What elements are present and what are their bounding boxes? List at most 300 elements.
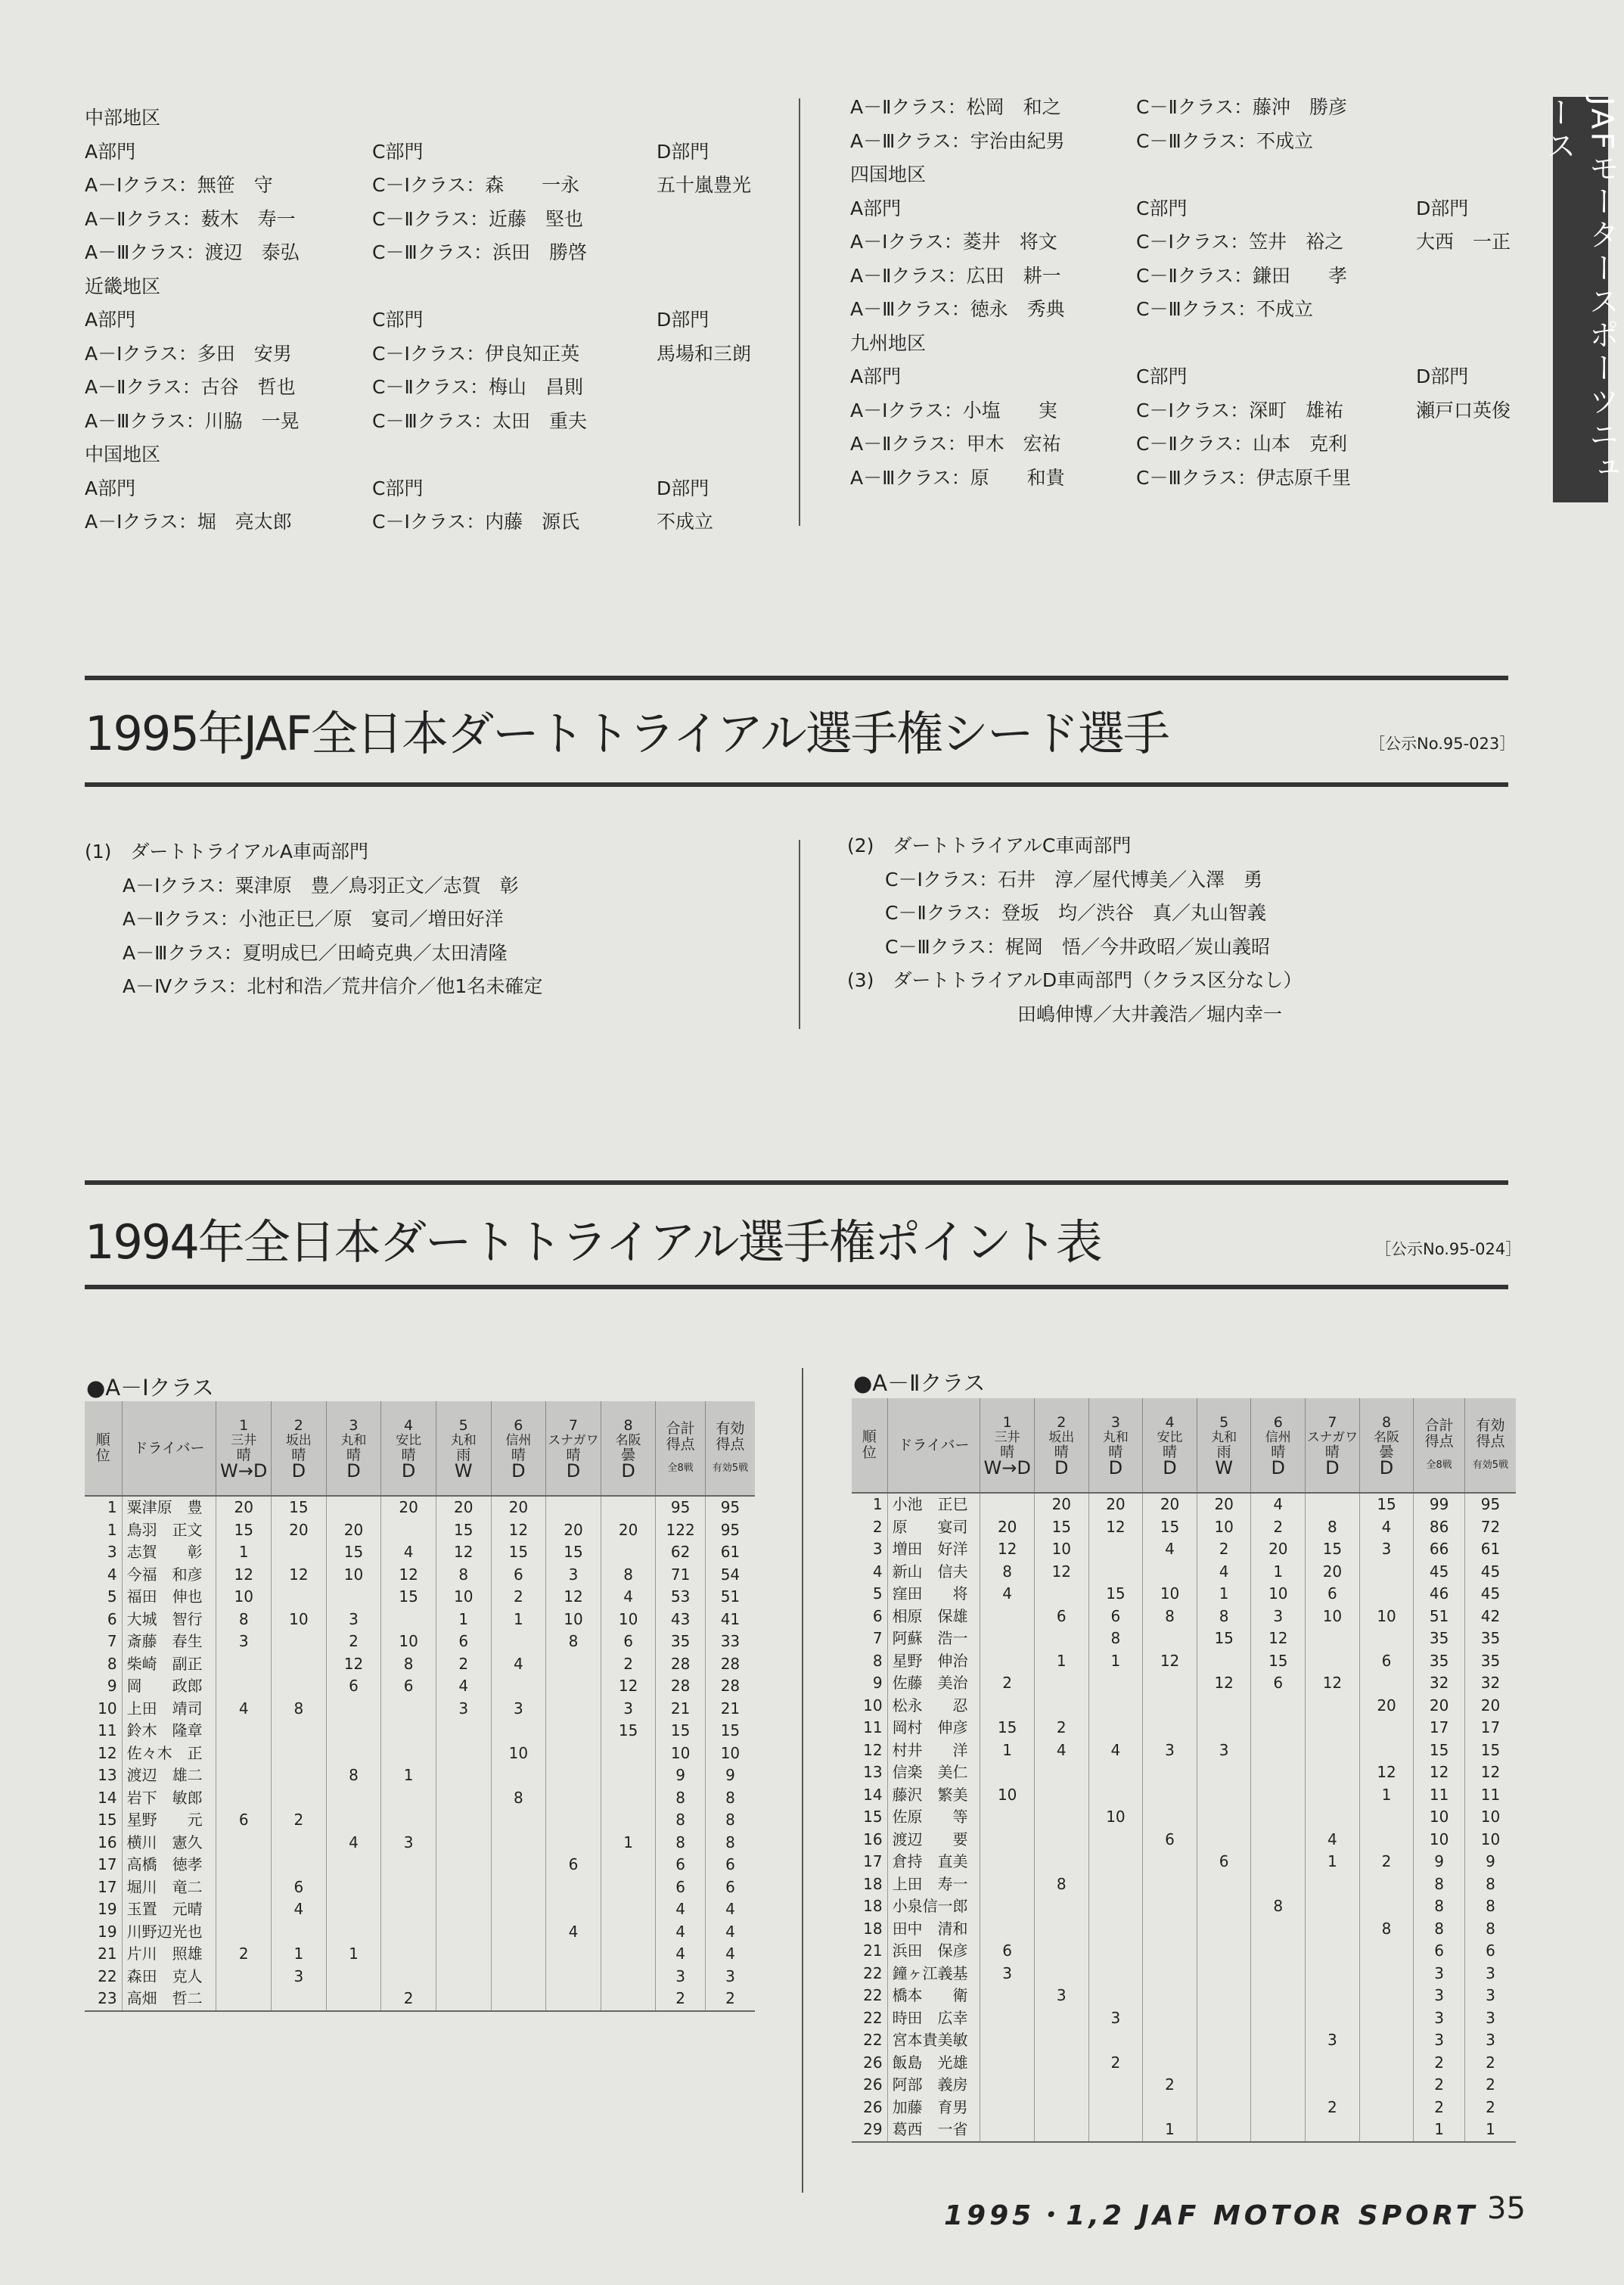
points-cell: 10 bbox=[491, 1743, 546, 1765]
points-cell: 15 bbox=[326, 1541, 381, 1564]
points-cell: 8 bbox=[1464, 1873, 1516, 1896]
section-rule-bottom bbox=[85, 782, 1508, 787]
points-cell bbox=[601, 1898, 656, 1921]
points-cell bbox=[601, 1743, 656, 1765]
points-cell: 1 bbox=[1251, 1561, 1306, 1584]
points-cell bbox=[1034, 1829, 1088, 1851]
points-cell bbox=[1034, 1761, 1088, 1784]
points-cell bbox=[1034, 1940, 1088, 1963]
rank-cell: 14 bbox=[98, 1788, 117, 1807]
table-row bbox=[852, 2052, 1516, 2075]
points-cell bbox=[1306, 1695, 1360, 1718]
points-cell: 1 bbox=[216, 1541, 272, 1564]
header-rank bbox=[852, 1398, 887, 1493]
seed-line: A－Ⅱクラス：小池正巳／原 宴司／増田好洋 bbox=[85, 908, 504, 930]
points-cell bbox=[216, 1653, 272, 1676]
points-cell bbox=[491, 1631, 546, 1653]
points-cell bbox=[216, 1921, 272, 1944]
driver-cell: 宮本貴美敏 bbox=[887, 2029, 980, 2052]
event-no: 4 bbox=[404, 1416, 414, 1434]
table-row bbox=[852, 1739, 1516, 1762]
points-cell: 15 bbox=[1306, 1538, 1360, 1561]
rank-cell: 18 bbox=[863, 1874, 883, 1893]
points-cell bbox=[601, 1787, 656, 1810]
points-cell bbox=[546, 1943, 601, 1966]
points-cell: 8 bbox=[656, 1787, 705, 1810]
points-cell: 46 bbox=[1414, 1583, 1465, 1606]
points-cell: 3 bbox=[705, 1966, 755, 1988]
points-cell bbox=[1197, 2119, 1251, 2142]
points-cell: 3 bbox=[1414, 2029, 1465, 2052]
header-event bbox=[381, 1401, 436, 1496]
rank-cell: 10 bbox=[98, 1699, 117, 1718]
points-cell bbox=[381, 1743, 436, 1765]
points-cell: 17 bbox=[1414, 1717, 1465, 1739]
table-row bbox=[852, 1761, 1516, 1784]
points-cell: 20 bbox=[326, 1519, 381, 1542]
points-cell bbox=[1088, 1940, 1143, 1963]
points-cell bbox=[1197, 1761, 1251, 1784]
points-cell bbox=[601, 1764, 656, 1787]
points-cell: 8 bbox=[1306, 1516, 1360, 1539]
driver-cell: 小池 正巳 bbox=[887, 1493, 980, 1516]
points-cell bbox=[326, 1698, 381, 1721]
points-cell bbox=[1088, 1784, 1143, 1807]
points-cell: 3 bbox=[601, 1698, 656, 1721]
rank-cell: 13 bbox=[863, 1763, 883, 1782]
driver-cell: 玉置 元晴 bbox=[122, 1898, 216, 1921]
points-cell bbox=[1088, 1963, 1143, 1985]
points-cell: 28 bbox=[656, 1653, 705, 1676]
points-cell bbox=[272, 1541, 327, 1564]
points-cell bbox=[216, 1876, 272, 1899]
table-row bbox=[85, 1921, 755, 1944]
table-row bbox=[852, 2097, 1516, 2119]
rank-cell: 17 bbox=[98, 1877, 117, 1896]
points-cell: 20 bbox=[272, 1519, 327, 1542]
header-driver bbox=[887, 1398, 980, 1493]
points-cell: 3 bbox=[656, 1966, 705, 1988]
points-cell bbox=[1359, 1895, 1414, 1918]
driver-cell: 上田 靖司 bbox=[122, 1698, 216, 1721]
event-no: 8 bbox=[1382, 1413, 1392, 1431]
points-cell: 45 bbox=[1464, 1583, 1516, 1606]
event-venue: 丸和 bbox=[1211, 1429, 1237, 1445]
points-cell bbox=[216, 1988, 272, 2011]
event-no: 5 bbox=[1219, 1413, 1229, 1431]
points-cell: 2 bbox=[491, 1586, 546, 1609]
points-cell: 4 bbox=[326, 1832, 381, 1854]
points-cell bbox=[1197, 1829, 1251, 1851]
driver-cell: 柴崎 副正 bbox=[122, 1653, 216, 1676]
points-cell bbox=[491, 1966, 546, 1988]
points-cell: 6 bbox=[436, 1631, 491, 1653]
points-cell bbox=[1306, 2119, 1360, 2142]
points-cell bbox=[436, 1720, 491, 1743]
points-cell: 10 bbox=[1464, 1806, 1516, 1829]
points-cell: 2 bbox=[601, 1653, 656, 1676]
points-cell: 8 bbox=[705, 1809, 755, 1832]
points-cell bbox=[381, 1519, 436, 1542]
points-cell: 6 bbox=[1143, 1829, 1197, 1851]
points-cell bbox=[1088, 2029, 1143, 2052]
points-cell: 10 bbox=[436, 1586, 491, 1609]
header-event bbox=[980, 1398, 1035, 1493]
points-cell: 2 bbox=[980, 1672, 1035, 1695]
rank-cell: 5 bbox=[872, 1584, 883, 1603]
points-cell: 3 bbox=[1306, 2029, 1360, 2052]
event-weather: 晴 bbox=[1000, 1443, 1015, 1460]
points-cell: 12 bbox=[1464, 1761, 1516, 1784]
points-cell: 3 bbox=[381, 1832, 436, 1854]
header-event bbox=[326, 1401, 381, 1496]
event-type: D bbox=[1379, 1456, 1394, 1478]
rank-cell: 16 bbox=[98, 1833, 117, 1851]
driver-cell: 信楽 美仁 bbox=[887, 1761, 980, 1784]
points-cell bbox=[1034, 2119, 1088, 2142]
points-cell: 20 bbox=[1306, 1561, 1360, 1584]
rank-cell: 6 bbox=[872, 1606, 883, 1625]
points-cell bbox=[1197, 2097, 1251, 2119]
event-venue: 信州 bbox=[505, 1432, 532, 1448]
list-text: A－Ⅰクラス：小塩 実 bbox=[850, 399, 1057, 421]
event-weather: 晴 bbox=[1271, 1443, 1286, 1460]
points-cell bbox=[1197, 2052, 1251, 2075]
driver-cell: 上田 寿一 bbox=[887, 1873, 980, 1896]
list-text: C－Ⅱクラス：藤沖 勝彦 bbox=[1136, 96, 1348, 118]
points-cell: 8 bbox=[1414, 1873, 1465, 1896]
points-cell: 21 bbox=[656, 1698, 705, 1721]
points-cell: 20 bbox=[1197, 1493, 1251, 1516]
points-cell bbox=[381, 1943, 436, 1966]
points-cell bbox=[1197, 1940, 1251, 1963]
points-cell bbox=[546, 1653, 601, 1676]
list-text: C部門 bbox=[372, 140, 424, 163]
points-cell: 12 bbox=[1088, 1516, 1143, 1539]
points-cell bbox=[272, 1586, 327, 1609]
points-cell: 2 bbox=[216, 1943, 272, 1966]
points-cell: 9 bbox=[1414, 1851, 1465, 1873]
points-cell bbox=[1359, 2097, 1414, 2119]
rank-cell: 19 bbox=[98, 1900, 117, 1919]
points-cell bbox=[1359, 1739, 1414, 1762]
points-cell: 4 bbox=[601, 1586, 656, 1609]
event-type: W bbox=[1215, 1456, 1234, 1478]
event-weather: 晴 bbox=[1163, 1443, 1178, 1460]
event-venue: 三井 bbox=[994, 1429, 1020, 1445]
points-cell bbox=[436, 1876, 491, 1899]
valid-sub-label: 有効5戦 bbox=[1472, 1459, 1509, 1471]
points-cell: 10 bbox=[1197, 1516, 1251, 1539]
points-cell bbox=[1143, 2097, 1197, 2119]
event-type: W→D bbox=[983, 1456, 1031, 1478]
points-cell: 3 bbox=[1464, 1985, 1516, 2007]
points-cell bbox=[546, 1698, 601, 1721]
points-cell: 2 bbox=[1464, 2052, 1516, 2075]
seed-line: C－Ⅰクラス：石井 淳／屋代博美／入澤 勇 bbox=[847, 868, 1263, 891]
points-cell bbox=[980, 1895, 1035, 1918]
points-cell: 4 bbox=[980, 1583, 1035, 1606]
list-text: A－Ⅱクラス：松岡 和之 bbox=[850, 96, 1061, 118]
points-cell bbox=[381, 1609, 436, 1631]
list-text: 不成立 bbox=[657, 511, 714, 533]
points-cell: 12 bbox=[436, 1541, 491, 1564]
list-text: 四国地区 bbox=[850, 163, 927, 185]
points-cell bbox=[1197, 2074, 1251, 2097]
driver-cell: 岡村 伸彦 bbox=[887, 1717, 980, 1739]
event-no: 6 bbox=[514, 1416, 523, 1434]
section-rule-bottom bbox=[85, 1285, 1508, 1289]
rank-cell: 23 bbox=[85, 1988, 122, 2011]
points-cell bbox=[1088, 1672, 1143, 1695]
header-driver-label: ドライバー bbox=[898, 1436, 970, 1453]
points-cell: 122 bbox=[656, 1519, 705, 1542]
points-cell bbox=[1034, 1806, 1088, 1829]
points-cell: 10 bbox=[1306, 1606, 1360, 1628]
points-cell bbox=[1359, 2007, 1414, 2030]
driver-cell: 田中 清和 bbox=[887, 1918, 980, 1941]
points-cell: 12 bbox=[980, 1538, 1035, 1561]
event-no: 8 bbox=[623, 1416, 633, 1434]
points-cell bbox=[980, 2052, 1035, 2075]
column-divider bbox=[799, 840, 800, 1029]
points-cell bbox=[1143, 1761, 1197, 1784]
list-text: A－Ⅰクラス：菱井 将文 bbox=[850, 231, 1057, 253]
points-cell bbox=[216, 1720, 272, 1743]
points-cell: 28 bbox=[705, 1653, 755, 1676]
points-cell bbox=[1251, 2007, 1306, 2030]
header-driver-label: ドライバー bbox=[133, 1439, 205, 1456]
points-cell: 71 bbox=[656, 1564, 705, 1587]
points-cell bbox=[601, 1496, 656, 1519]
list-text: C－Ⅱクラス：山本 克利 bbox=[1136, 433, 1348, 455]
rank-cell: 8 bbox=[872, 1651, 883, 1670]
rank-cell: 9 bbox=[872, 1674, 883, 1693]
list-text: C部門 bbox=[1136, 197, 1188, 219]
table-row bbox=[852, 1583, 1516, 1606]
points-cell bbox=[546, 1764, 601, 1787]
points-cell bbox=[1359, 2029, 1414, 2052]
points-cell: 15 bbox=[436, 1519, 491, 1542]
points-cell bbox=[1306, 1873, 1360, 1896]
points-cell: 8 bbox=[1359, 1918, 1414, 1941]
points-cell bbox=[980, 2007, 1035, 2030]
points-cell bbox=[980, 1606, 1035, 1628]
points-cell bbox=[272, 1832, 327, 1854]
points-cell bbox=[436, 1832, 491, 1854]
points-cell: 4 bbox=[216, 1698, 272, 1721]
points-cell bbox=[381, 1809, 436, 1832]
event-venue: 信州 bbox=[1265, 1429, 1291, 1445]
points-cell: 6 bbox=[491, 1564, 546, 1587]
points-cell bbox=[1306, 1717, 1360, 1739]
points-cell bbox=[1251, 1873, 1306, 1896]
driver-cell: 岡 政郎 bbox=[122, 1675, 216, 1698]
points-cell bbox=[216, 1898, 272, 1921]
header-event bbox=[1306, 1398, 1360, 1493]
points-cell bbox=[272, 1743, 327, 1765]
table-row bbox=[852, 1695, 1516, 1718]
points-cell: 2 bbox=[1143, 2074, 1197, 2097]
points-cell: 1 bbox=[491, 1609, 546, 1631]
points-cell: 4 bbox=[1306, 1829, 1360, 1851]
points-cell bbox=[1306, 2007, 1360, 2030]
points-cell bbox=[381, 1898, 436, 1921]
points-cell: 21 bbox=[705, 1698, 755, 1721]
points-cell: 45 bbox=[1464, 1561, 1516, 1584]
points-cell bbox=[436, 1854, 491, 1876]
points-cell bbox=[1088, 1829, 1143, 1851]
rank-cell: 22 bbox=[863, 1963, 883, 1982]
points-cell: 6 bbox=[1034, 1606, 1088, 1628]
column-divider bbox=[799, 98, 800, 526]
points-cell bbox=[216, 1764, 272, 1787]
event-venue: 坂出 bbox=[285, 1432, 312, 1448]
points-cell bbox=[1034, 1583, 1088, 1606]
rank-cell: 22 bbox=[863, 2008, 883, 2027]
table-row bbox=[852, 1627, 1516, 1650]
points-cell: 10 bbox=[980, 1784, 1035, 1807]
points-cell bbox=[980, 1761, 1035, 1784]
driver-cell: 堀川 竜二 bbox=[122, 1876, 216, 1899]
points-cell: 8 bbox=[1464, 1895, 1516, 1918]
points-cell: 20 bbox=[216, 1496, 272, 1519]
points-cell: 3 bbox=[491, 1698, 546, 1721]
points-cell: 41 bbox=[705, 1609, 755, 1631]
points-cell: 10 bbox=[1464, 1829, 1516, 1851]
points-cell bbox=[436, 1764, 491, 1787]
list-text: C－Ⅲクラス：不成立 bbox=[1136, 298, 1313, 320]
event-venue: 坂出 bbox=[1048, 1429, 1075, 1445]
points-cell bbox=[1143, 2029, 1197, 2052]
event-no: 7 bbox=[1327, 1413, 1337, 1431]
points-cell: 8 bbox=[601, 1564, 656, 1587]
table-row bbox=[85, 1653, 755, 1676]
table-row bbox=[852, 1806, 1516, 1829]
points-cell: 10 bbox=[1034, 1538, 1088, 1561]
rank-cell: 4 bbox=[107, 1565, 117, 1584]
driver-cell: 星野 伸治 bbox=[887, 1650, 980, 1673]
points-cell bbox=[1306, 1963, 1360, 1985]
points-cell bbox=[1088, 2119, 1143, 2142]
points-cell bbox=[1034, 1851, 1088, 1873]
header-event bbox=[1088, 1398, 1143, 1493]
points-cell bbox=[1197, 1963, 1251, 1985]
rank-cell: 26 bbox=[863, 2053, 883, 2072]
list-text: 馬場和三朗 bbox=[657, 342, 752, 365]
table-row bbox=[852, 2119, 1516, 2142]
list-text: D部門 bbox=[657, 477, 710, 499]
points-cell bbox=[1143, 1561, 1197, 1584]
table-row bbox=[85, 1519, 755, 1542]
points-cell: 10 bbox=[1251, 1583, 1306, 1606]
points-cell: 1 bbox=[1197, 1583, 1251, 1606]
points-cell bbox=[272, 1653, 327, 1676]
points-cell bbox=[980, 1829, 1035, 1851]
points-cell: 4 bbox=[1251, 1493, 1306, 1516]
points-cell: 3 bbox=[1143, 1739, 1197, 1762]
points-cell: 20 bbox=[381, 1496, 436, 1519]
table-row bbox=[852, 1561, 1516, 1584]
points-cell: 4 bbox=[1034, 1739, 1088, 1762]
table-row bbox=[852, 1873, 1516, 1896]
points-cell: 8 bbox=[1088, 1627, 1143, 1650]
points-cell: 15 bbox=[705, 1720, 755, 1743]
points-cell bbox=[436, 1966, 491, 1988]
table-row bbox=[852, 1784, 1516, 1807]
driver-cell: 志賀 彰 bbox=[122, 1541, 216, 1564]
points-cell bbox=[491, 1943, 546, 1966]
event-venue: スナガワ bbox=[1306, 1429, 1359, 1445]
points-cell bbox=[326, 1586, 381, 1609]
event-no: 2 bbox=[293, 1416, 303, 1434]
points-cell: 1 bbox=[436, 1609, 491, 1631]
points-cell bbox=[1197, 1717, 1251, 1739]
seed-line: A－Ⅲクラス：夏明成巳／田崎克典／太田清隆 bbox=[85, 941, 508, 964]
table-row bbox=[85, 1541, 755, 1564]
points-cell bbox=[546, 1876, 601, 1899]
driver-cell: 佐々木 正 bbox=[122, 1743, 216, 1765]
points-cell bbox=[1251, 2074, 1306, 2097]
points-cell: 8 bbox=[1414, 1895, 1465, 1918]
list-text: C－Ⅲクラス：伊志原千里 bbox=[1136, 466, 1351, 489]
header-valid bbox=[705, 1401, 755, 1496]
points-cell: 9 bbox=[1464, 1851, 1516, 1873]
points-cell bbox=[491, 1988, 546, 2011]
points-cell bbox=[1359, 1963, 1414, 1985]
points-cell: 12 bbox=[1414, 1761, 1465, 1784]
rank-cell: 1 bbox=[107, 1498, 117, 1517]
points-cell: 1 bbox=[326, 1943, 381, 1966]
event-weather: 曇 bbox=[1379, 1443, 1394, 1460]
points-table-a1 bbox=[85, 1401, 755, 2012]
event-type: D bbox=[1108, 1456, 1123, 1478]
points-cell bbox=[1143, 1695, 1197, 1718]
table-row bbox=[852, 1717, 1516, 1739]
points-cell: 2 bbox=[1359, 1851, 1414, 1873]
points-cell bbox=[216, 1854, 272, 1876]
points-cell bbox=[491, 1832, 546, 1854]
event-type: D bbox=[1325, 1456, 1340, 1478]
points-cell: 1 bbox=[1143, 2119, 1197, 2142]
event-venue: 丸和 bbox=[450, 1432, 477, 1448]
header-event bbox=[272, 1401, 327, 1496]
points-cell: 2 bbox=[1197, 1538, 1251, 1561]
rank-cell: 10 bbox=[863, 1696, 883, 1715]
rank-cell: 15 bbox=[863, 1808, 883, 1826]
points-cell: 3 bbox=[1414, 1963, 1465, 1985]
points-cell bbox=[546, 1720, 601, 1743]
rank-cell: 12 bbox=[863, 1740, 883, 1759]
points-cell: 8 bbox=[1197, 1606, 1251, 1628]
event-type: W bbox=[454, 1460, 473, 1481]
points-cell: 10 bbox=[1414, 1806, 1465, 1829]
points-cell bbox=[1359, 2119, 1414, 2142]
points-cell: 6 bbox=[272, 1876, 327, 1899]
points-cell bbox=[546, 1898, 601, 1921]
driver-cell: 片川 照雄 bbox=[122, 1943, 216, 1966]
points-cell bbox=[1197, 1918, 1251, 1941]
table-row bbox=[85, 1698, 755, 1721]
points-cell: 15 bbox=[1359, 1493, 1414, 1516]
list-text: A部門 bbox=[850, 365, 902, 387]
points-cell bbox=[546, 1743, 601, 1765]
driver-cell: 原 宴司 bbox=[887, 1516, 980, 1539]
points-cell: 15 bbox=[980, 1717, 1035, 1739]
event-no: 1 bbox=[1002, 1413, 1012, 1431]
rank-cell: 22 bbox=[98, 1966, 117, 1985]
table-row bbox=[852, 1516, 1516, 1539]
